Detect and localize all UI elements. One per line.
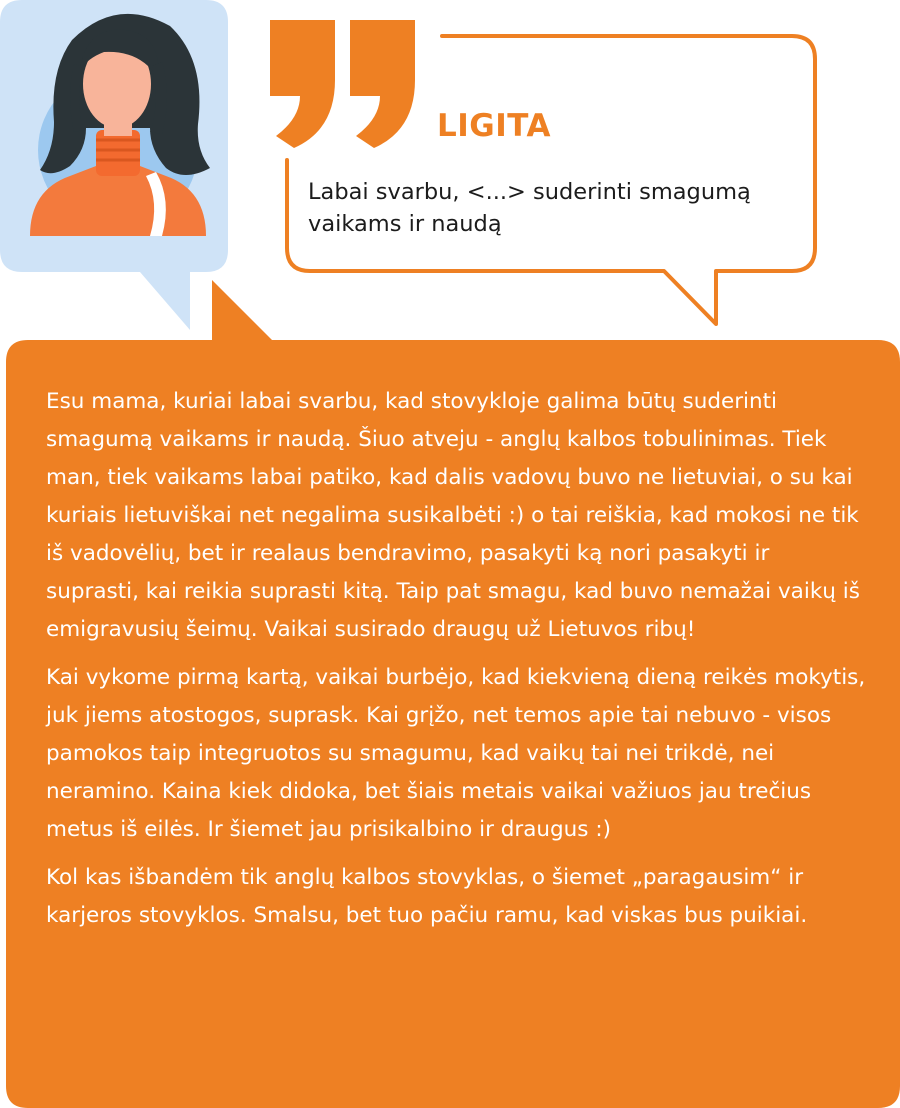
testimonial-paragraph: Esu mama, kuriai labai svarbu, kad stovykloje galima būtų suderinti smagumą vaikams ir naudą. Šiuo atveju - anglų kalbos tobulinimas. Tiek man, tiek vaikams labai patiko, kad dalis vadovų buvo ne lietuviai, o su kai kuriais lietuviškai net negalima susikalbėti :) o tai reiškia, kad mokosi ne tik iš vadovėlių, bet ir realaus bendravimo, pasakyti ką nori pasakyti ir suprasti, kai reikia suprasti kitą. Taip pat smagu, kad buvo nemažai vaikų iš emigravusių šeimų. Vaikai susirado draugų už Lietuvos ribų! (46, 389, 860, 642)
quote-mark-icon (270, 20, 415, 148)
testimonial-quote: Labai svarbu, <...> suderinti smagumą vaikams ir naudą (308, 179, 751, 237)
testimonial-author-name: LIGITA (437, 108, 551, 144)
testimonial-paragraph: Kai vykome pirmą kartą, vaikai burbėjo, kad kiekvieną dieną reikės mokytis, juk jiems atostogos, suprask. Kai grįžo, net temos apie tai nebuvo - visos pamokos taip integruotos su smagumu, kad vaikų tai nei trikdė, nei neramino. Kaina kiek didoka, bet šiais metais vaikai važiuos jau trečius metus iš eilės. Ir šiemet jau prisikalbino ir draugus :) (46, 665, 866, 842)
testimonial-body (46, 383, 866, 945)
testimonial-paragraph: Kol kas išbandėm tik anglų kalbos stovyklas, o šiemet „paragausim“ ir karjeros stovyklos. Smalsu, bet tuo pačiu ramu, kad viskas bus puikiai. (46, 865, 808, 928)
